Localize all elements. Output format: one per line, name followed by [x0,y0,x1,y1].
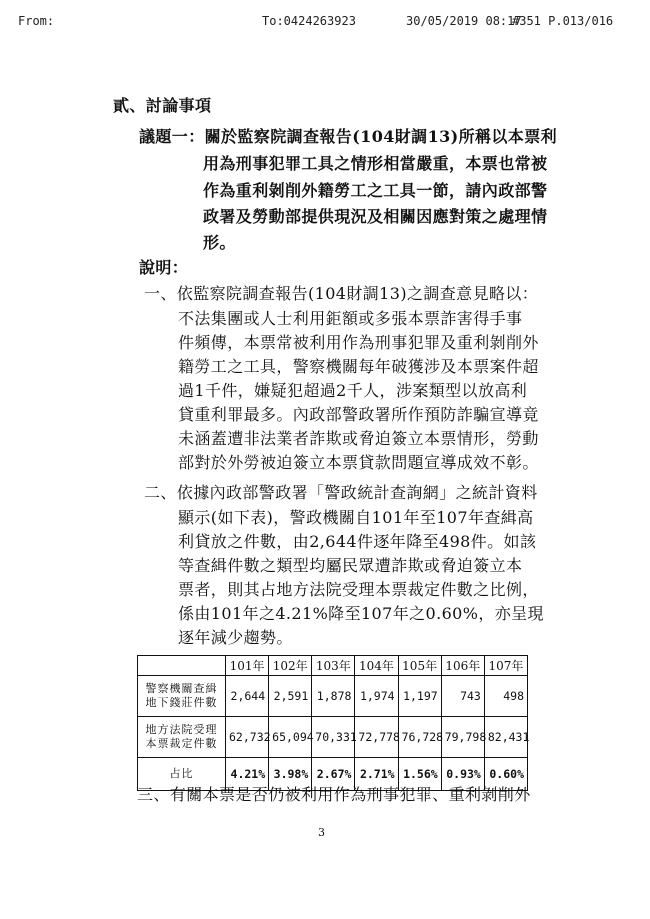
table-cell: 2,644 [226,676,269,717]
table-corner-cell [138,656,226,676]
row-header [138,676,226,717]
fax-to-number: To:0424263923 [262,14,356,28]
explanation-label: 說明： [139,258,189,277]
column-header: 103年 [312,656,355,676]
column-header: 101年 [226,656,269,676]
table-cell: 72,778 [355,717,398,758]
item1-line: 部對於外勞被迫簽立本票貸款問題宣導成效不彰。 [178,453,539,472]
row-header-line: 占比 [169,767,194,780]
table-cell: 1,878 [312,676,355,717]
page-number: 3 [318,826,325,839]
item2-line: 逐年減少趨勢。 [178,628,293,647]
row-header [138,717,226,758]
table-cell: 4.21% [226,758,269,791]
item1-line: 籍勞工之工具，警察機關每年破獲涉及本票案件超 [178,357,539,376]
column-header: 105年 [398,656,441,676]
item2-line: 等查緝件數之類型均屬民眾遭詐欺或脅迫簽立本 [178,556,523,575]
item2-line: 係由101年之4.21%降至107年之0.60%，亦呈現 [178,604,544,623]
column-header: 106年 [441,656,484,676]
item3-line: 三、有關本票是否仍被利用作為刑事犯罪、重利剝削外 [137,785,531,804]
table-cell: 82,431 [484,717,527,758]
item2-line: 利貸放之件數，由2,644件逐年降至498件。如該 [178,532,537,551]
table-header-row [138,656,528,676]
table-cell: 0.60% [484,758,527,791]
issue-line: 用為刑事犯罪工具之情形相當嚴重，本票也常被 [203,154,548,173]
item1-line: 貸重利罪最多。內政部警政署所作預防詐騙宣導竟 [178,405,539,424]
table-cell: 2.71% [355,758,398,791]
fax-from: From: [18,14,55,28]
row-header-line: 地下錢莊件數 [145,696,218,709]
item1-line: 過1千件，嫌疑犯超過2千人，涉案類型以放高利 [178,381,528,400]
table-cell: 1,197 [398,676,441,717]
item1-line: 一、依監察院調查報告(104財調13)之調查意見略以： [144,284,539,303]
issue-line: 作為重利剝削外籍勞工之工具一節，請內政部警 [203,181,548,200]
table-cell: 76,728 [398,717,441,758]
table-cell: 62,732 [226,717,269,758]
issue-line: 議題一：關於監察院調查報告(104財調13)所稱以本票利 [139,127,558,146]
table-row [138,676,528,717]
item1-line: 件頻傳，本票常被利用作為刑事犯罪及重利剝削外 [178,333,539,352]
issue-line: 政署及勞動部提供現況及相關因應對策之處理情 [203,207,548,226]
table-cell: 1.56% [398,758,441,791]
column-header: 104年 [355,656,398,676]
column-header: 102年 [269,656,312,676]
table-cell: 3.98% [269,758,312,791]
section-heading: 貳、討論事項 [113,96,212,115]
table-cell: 1,974 [355,676,398,717]
table-row [138,717,528,758]
item2-line: 二、依據內政部警政署「警政統計查詢網」之統計資料 [144,483,538,502]
table-cell: 498 [484,676,527,717]
table-cell: 79,798 [441,717,484,758]
item2-line: 顯示(如下表)，警政機關自101年至107年查緝高 [178,508,534,527]
fax-datetime: 30/05/2019 08:17 [406,14,522,28]
row-header-line: 地方法院受理 [145,723,218,736]
item1-line: 不法集團或人士利用鉅額或多張本票詐害得手事 [178,309,523,328]
table-cell: 0.93% [441,758,484,791]
fax-page-counter: #351 P.013/016 [512,14,614,28]
row-header-line: 警察機關查緝 [145,682,218,695]
item1-line: 未涵蓋遭非法業者詐欺或脅迫簽立本票情形，勞動 [178,429,539,448]
row-header-line: 本票裁定件數 [145,737,218,750]
statistics-table [137,655,528,791]
table-cell: 65,094 [269,717,312,758]
issue-line: 形。 [203,233,236,252]
column-header: 107年 [484,656,527,676]
table-cell: 2,591 [269,676,312,717]
table-cell: 70,331 [312,717,355,758]
table-cell: 2.67% [312,758,355,791]
item2-line: 票者，則其占地方法院受理本票裁定件數之比例， [178,580,539,599]
table-cell: 743 [441,676,484,717]
